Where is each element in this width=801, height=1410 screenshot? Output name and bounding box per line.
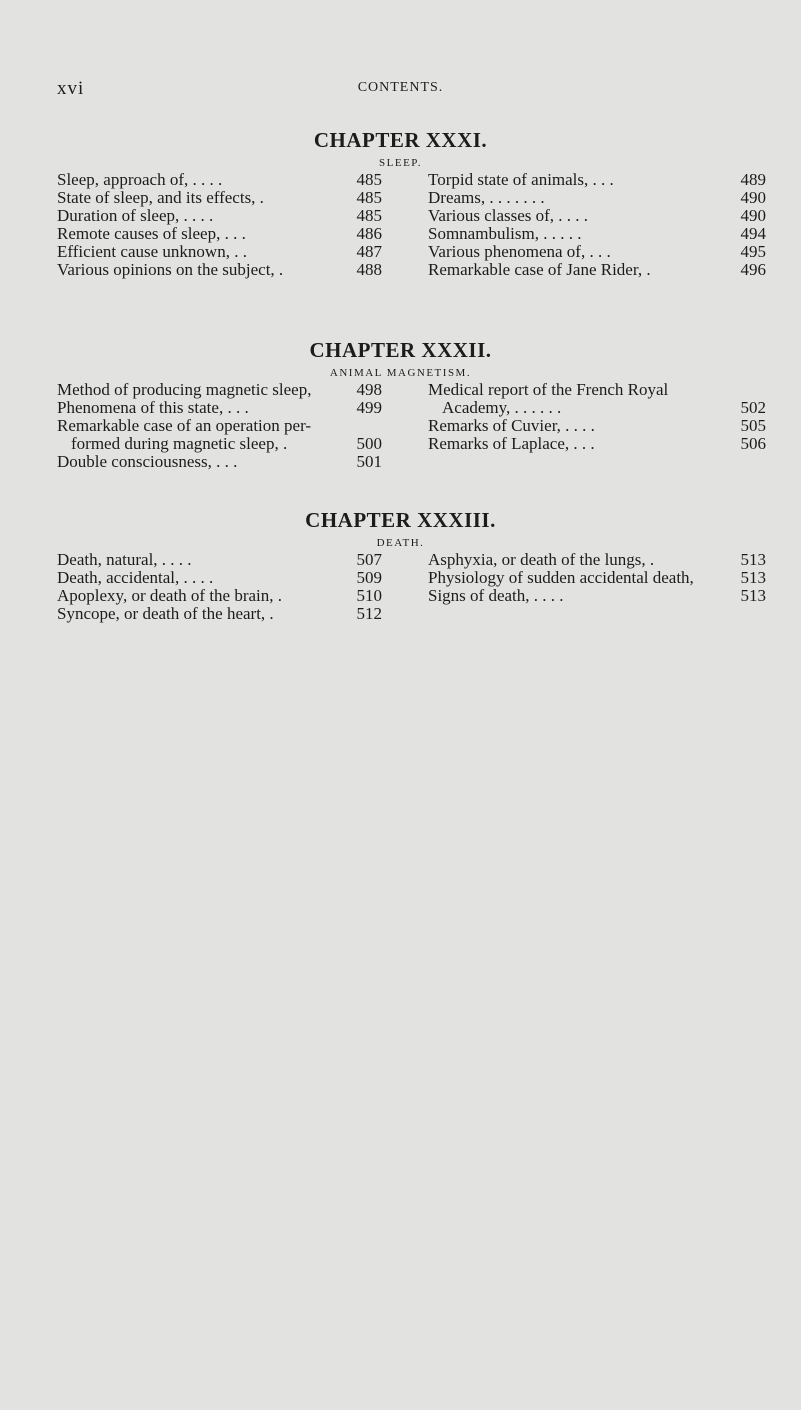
chapter-subtitle: SLEEP.	[379, 157, 422, 169]
toc-entry: Death, natural, . . . . 507	[57, 550, 382, 569]
chapter-entries	[0, 171, 801, 283]
right-column	[428, 551, 766, 605]
chapter-entries	[0, 381, 801, 475]
toc-entry: Remote causes of sleep, . . . 486	[57, 224, 382, 243]
toc-entry: Various phenomena of, . . . 495	[428, 242, 766, 261]
chapter-title: CHAPTER XXXI.	[313, 128, 488, 152]
toc-entry: Remarkable case of an operation per-	[57, 416, 312, 435]
toc-entry: Dreams, . . . . . . . 490	[428, 188, 766, 207]
chapter-title: CHAPTER XXXII.	[309, 338, 492, 362]
right-column	[428, 171, 766, 279]
toc-entry: Physiology of sudden accidental death, 513	[428, 568, 766, 587]
toc-entry: Double consciousness, . . . 501	[57, 452, 382, 471]
chapter-subtitle: DEATH.	[376, 537, 425, 549]
toc-entry: Various opinions on the subject, . 488	[57, 260, 382, 279]
chapter-xxxii	[0, 338, 801, 475]
toc-entry: Academy, . . . . . . 502	[442, 398, 766, 417]
toc-entry: Phenomena of this state, . . . 499	[57, 398, 382, 417]
right-column	[428, 381, 766, 453]
toc-entry: Remarks of Cuvier, . . . . 505	[428, 416, 766, 435]
chapter-title: CHAPTER XXXIII.	[305, 508, 496, 532]
toc-entry: Duration of sleep, . . . . 485	[57, 206, 382, 225]
toc-entry: Asphyxia, or death of the lungs, . 513	[428, 550, 766, 569]
toc-entry: Death, accidental, . . . . 509	[57, 568, 382, 587]
chapter-subtitle: ANIMAL MAGNETISM.	[329, 367, 472, 379]
toc-entry: Sleep, approach of, . . . . 485	[57, 170, 382, 189]
toc-entry: Remarks of Laplace, . . . 506	[428, 434, 766, 453]
left-column	[57, 381, 382, 471]
toc-entry: Efficient cause unknown, . . 487	[57, 242, 382, 261]
toc-entry: Signs of death, . . . . 513	[428, 586, 766, 605]
page-number: xvi	[57, 78, 85, 99]
toc-entry: Torpid state of animals, . . . 489	[428, 170, 766, 189]
left-column	[57, 171, 382, 279]
toc-entry: Syncope, or death of the heart, . 512	[57, 604, 382, 623]
toc-entry: Various classes of, . . . . 490	[428, 206, 766, 225]
running-head	[0, 78, 801, 102]
toc-entry: formed during magnetic sleep, . 500	[71, 434, 382, 453]
toc-entry: Method of producing magnetic sleep, 498	[57, 380, 382, 399]
toc-entry: Apoplexy, or death of the brain, . 510	[57, 586, 382, 605]
running-head-title: CONTENTS.	[357, 80, 444, 95]
toc-entry: Medical report of the French Royal	[428, 380, 669, 399]
chapter-xxxiii	[0, 508, 801, 627]
toc-entry: Somnambulism, . . . . . 494	[428, 224, 766, 243]
toc-entry: Remarkable case of Jane Rider, . 496	[428, 260, 766, 279]
toc-entry: State of sleep, and its effects, . 485	[57, 188, 382, 207]
chapter-xxxi	[0, 128, 801, 283]
chapter-entries	[0, 551, 801, 627]
left-column	[57, 551, 382, 623]
